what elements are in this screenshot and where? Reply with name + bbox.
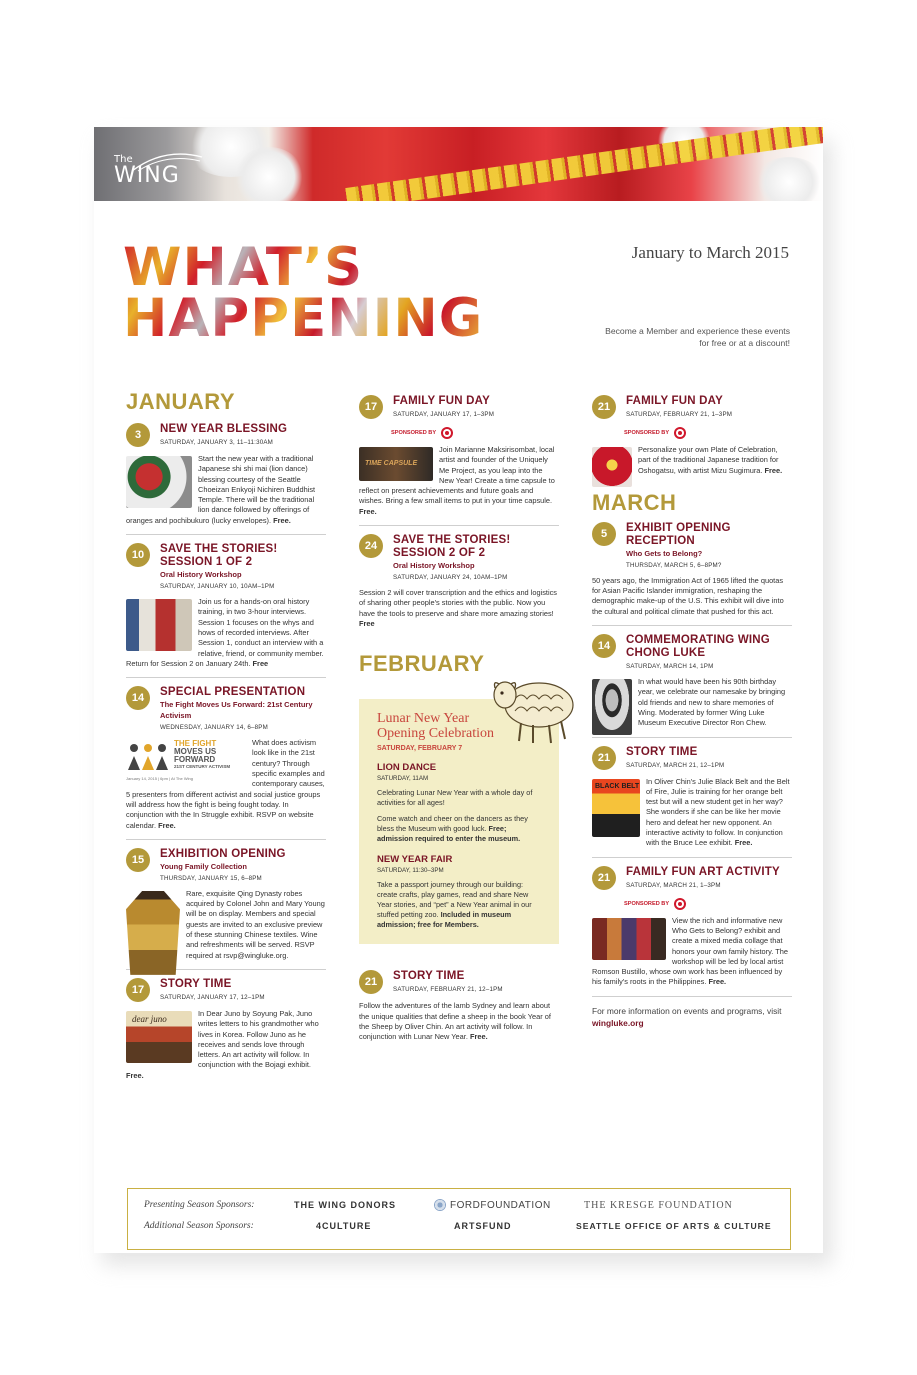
header-banner: [94, 127, 823, 201]
event-family-fun-art[interactable]: [592, 866, 792, 988]
event-title: EXHIBITION OPENING: [160, 847, 286, 860]
event-special-presentation[interactable]: [126, 686, 326, 831]
event-family-fun-day-feb[interactable]: [592, 395, 792, 476]
sponsored-by-label: SPONSORED BY: [391, 430, 437, 436]
event-description: Session 2 will cover transcription and the ethics and logistics of sharing other people's stories with the public. Now you have the tools to preserve and share more amazing stories!: [359, 588, 558, 618]
date-badge: 17: [359, 395, 383, 419]
lion-dance-description: [377, 814, 541, 844]
sheep-icon: [489, 669, 581, 747]
logo-line-4: 21ST CENTURY ACTIVISM: [174, 764, 231, 770]
event-subtitle: Oral History Workshop: [393, 561, 475, 571]
event-subtitle: Young Family Collection: [160, 861, 247, 871]
event-title: STORY TIME: [160, 977, 232, 990]
event-description: In Oliver Chin's Julie Black Belt and the Belt of Fire, Julie is training for her orange belt test but will a new student get in her way? She wonders if she can be like her movie hero and defeat her new opponent. An interactive activity to follow. In conjunction with the Bruce Lee exhibit.: [646, 776, 790, 848]
event-title: SAVE THE STORIES! SESSION 2 OF 2: [393, 534, 511, 560]
event-description: Personalize your own Plate of Celebration, part of the traditional Japanese tradition for Oshogatsu, with artist Mizu Sugimura.: [638, 445, 779, 475]
event-description: In what would have been his 90th birthday year, we celebrate our namesake by bringing old friends and new to share memories of Wing. Moderated by former Wing Luke Museum Executive Director Ron Chew.: [638, 677, 786, 728]
event-family-fun-day-jan[interactable]: [359, 395, 559, 517]
free-label: Free.: [469, 1032, 488, 1042]
event-description: View the rich and informative new Who Gets to Belong? exhibit and create a mixed media collage that honors your own family history. The workshop will be led by local artist Romson Bustillo, whose own work has been influenced by his family's roots in the Philippines.: [592, 915, 788, 987]
event-subtitle: The Fight Moves Us Forward: 21st Century Activism: [160, 700, 313, 721]
event-description: In Dear Juno by Soyung Pak, Juno writes letters to his grandmother who lives in Korea. Follow Juno as he receives and sends love through letters. An art activity will follow. In conjunction with the Bojagi exhibit.: [198, 1008, 319, 1070]
fair-admission-note: Included in museum admission; free for Members.: [377, 910, 512, 930]
presenting-label: Presenting Season Sponsors:: [144, 1200, 255, 1210]
sponsor-line: [624, 898, 792, 910]
column-middle: [359, 395, 559, 1042]
lny-date: SATURDAY, FEBRUARY 7: [377, 745, 463, 753]
logo-wing: WING: [114, 163, 180, 188]
presenting-sponsors-row: [144, 1199, 774, 1211]
event-new-year-blessing[interactable]: [126, 423, 326, 526]
free-label: Free.: [273, 515, 291, 525]
logo-line-5: January 14, 2015 | 6pm | At The Wing: [126, 776, 193, 782]
date-badge: 21: [592, 395, 616, 419]
event-date: SATURDAY, JANUARY 17, 12–1PM: [160, 993, 265, 1001]
event-title: SAVE THE STORIES! SESSION 1 OF 2: [160, 543, 278, 569]
date-badge: 21: [592, 866, 616, 890]
fur-texture: [234, 147, 304, 201]
ford-foundation-logo: [434, 1199, 584, 1211]
event-description: Follow the adventures of the lamb Sydney and learn about the unique qualities that define a sheep in the book Year of the Sheep by Oliver Chin. An art activity will follow. In conjunction with Lunar New Year.: [359, 1001, 551, 1042]
date-badge: 14: [592, 634, 616, 658]
event-subtitle: Who Gets to Belong?: [626, 548, 703, 558]
event-date: THURSDAY, MARCH 5, 6–8PM?: [626, 561, 722, 569]
logo-line-2: MOVES US: [174, 747, 217, 757]
lny-title: Lunar New Year Opening Celebration: [377, 711, 495, 742]
collage-image: [592, 918, 666, 960]
sponsor-line: [624, 427, 792, 439]
admission-note: Free; admission required to enter the museum.: [377, 824, 521, 844]
title-line-1: WHAT’S: [123, 237, 364, 298]
sponsors-box: [127, 1188, 791, 1250]
free-label: Free: [252, 658, 269, 668]
event-date: SATURDAY, JANUARY 24, 10AM–1PM: [393, 574, 508, 582]
event-description: What does activism look like in the 21st century? Through specific examples and contemporary causes, 5 presenters from different activist and social justice groups will address how the fight is being fought today. In conjunction with the In Struggle exhibit. RSVP on website calendar.: [126, 738, 325, 830]
month-heading: JANUARY: [126, 389, 236, 414]
fight-moves-logo: [126, 740, 246, 780]
target-logo-icon: [674, 898, 686, 910]
event-title: STORY TIME: [393, 970, 465, 983]
thumb-caption: TIME CAPSULE: [365, 460, 418, 467]
event-date: WEDNESDAY, JANUARY 14, 6–8PM: [160, 724, 268, 732]
event-description: Rare, exquisite Qing Dynasty robes acquired by Colonel John and Mary Young will be on display. Members and special guests are invited to an exclusive preview of these stunning Chinese textiles. Wine and refreshments will be served. RSVP required at rsvp@wingluke.org.: [186, 888, 325, 960]
date-badge: 24: [359, 534, 383, 558]
free-label: Free.: [734, 838, 753, 848]
logo-the: The: [114, 154, 133, 165]
sponsor-ford-foundation: FORDFOUNDATION: [450, 1199, 551, 1211]
additional-sponsors-row: [144, 1221, 774, 1231]
sponsored-by-label: SPONSORED BY: [624, 900, 670, 907]
divider: [126, 534, 326, 535]
wing-arc-icon: [124, 149, 204, 175]
book-title: BLACK BELT: [595, 782, 640, 790]
gold-ribbon: [345, 127, 823, 201]
event-date: SATURDAY, MARCH 21, 1–3PM: [626, 881, 721, 889]
event-title: COMMEMORATING WING CHONG LUKE: [626, 634, 770, 660]
event-exhibition-opening[interactable]: [126, 848, 326, 961]
event-story-time-jan[interactable]: [126, 978, 326, 1081]
target-logo-icon: [674, 427, 686, 439]
books-image: [126, 599, 192, 651]
logo-line-3: FORWARD: [174, 755, 216, 765]
target-logo-icon: [441, 427, 453, 439]
black-belt-book-image: [592, 779, 640, 837]
sponsored-by-label: SPONSORED BY: [624, 430, 670, 436]
sponsor-seattle-office: SEATTLE OFFICE OF ARTS & CULTURE: [576, 1221, 772, 1231]
event-subtitle: Oral History Workshop: [160, 570, 242, 580]
divider: [592, 737, 792, 738]
event-date: SATURDAY, JANUARY 10, 10AM–1PM: [160, 583, 275, 591]
title-line-2: HAPPENING: [123, 288, 484, 349]
event-date: SATURDAY, JANUARY 17, 1–3PM: [393, 411, 495, 418]
event-title: SPECIAL PRESENTATION: [160, 686, 306, 699]
date-badge: 21: [359, 970, 383, 994]
celebration-plate-image: [592, 447, 632, 487]
event-title: FAMILY FUN ART ACTIVITY: [626, 865, 780, 878]
book-title: dear juno: [132, 1013, 167, 1024]
divider: [592, 996, 792, 997]
qing-robe-image: [126, 891, 180, 975]
month-heading: FEBRUARY: [359, 651, 485, 677]
sponsor-4culture: 4CULTURE: [316, 1221, 372, 1231]
event-story-time-mar[interactable]: [592, 746, 792, 849]
sponsor-artsfund: ARTSFUND: [454, 1221, 512, 1231]
event-story-time-feb[interactable]: [359, 970, 559, 1042]
date-badge: 14: [126, 686, 150, 710]
dear-juno-book-image: [126, 1011, 192, 1063]
new-year-fair-time: SATURDAY, 11:30–3PM: [377, 867, 444, 875]
event-date: SATURDAY, FEBRUARY 21, 1–3PM: [626, 411, 733, 418]
event-date: THURSDAY, JANUARY 15, 6–8PM: [160, 874, 262, 882]
lny-intro: Celebrating Lunar New Year with a whole day of activities for all ages!: [377, 788, 533, 808]
sponsor-line: [391, 427, 559, 439]
fair-text: Take a passport journey through our building: create crafts, play games, read and share New Year stories, and “pet” a New Year animal in our stuffed petting zoo.: [377, 880, 532, 920]
new-year-fair-heading: NEW YEAR FAIR: [377, 854, 453, 866]
time-capsule-image: [359, 447, 433, 481]
date-badge: 3: [126, 423, 150, 447]
logo-line-1: THE FIGHT: [174, 739, 217, 749]
more-info-text: For more information on events and programs, visit: [592, 1005, 782, 1016]
date-badge: 5: [592, 522, 616, 546]
free-label: Free.: [359, 506, 377, 516]
event-commemorating-wing[interactable]: [592, 634, 792, 728]
member-note: Become a Member and experience these events for free or at a discount!: [605, 326, 790, 348]
date-badge: 17: [126, 978, 150, 1002]
lion-dance-heading: LION DANCE: [377, 762, 437, 774]
event-date: SATURDAY, FEBRUARY 21, 12–1PM: [393, 986, 503, 994]
portrait-image: [592, 679, 632, 735]
page-title: [123, 237, 484, 349]
divider: [126, 677, 326, 678]
wing-logo[interactable]: [114, 155, 180, 187]
fur-texture: [754, 157, 823, 201]
poster: [94, 127, 823, 1253]
event-description: 50 years ago, the Immigration Act of 1965 lifted the quotas for Asian Pacific Islander immigration, reshaping the demographic make-up of the U.S. This exhibit will dive into the cultural and political climate that pushed for this act.: [592, 575, 784, 616]
free-label: Free.: [764, 465, 783, 475]
new-year-fair-description: [377, 880, 541, 930]
event-date: SATURDAY, MARCH 14, 1PM: [626, 663, 714, 671]
date-badge: 15: [126, 848, 150, 872]
event-title: FAMILY FUN DAY: [393, 395, 490, 407]
free-label: Free.: [158, 820, 176, 830]
column-january: [126, 389, 326, 1081]
globe-icon: [434, 1199, 446, 1211]
free-label: Free.: [126, 1070, 144, 1080]
event-description: Join us for a hands-on oral history training, in two 3-hour interviews. Session 1 focuses on the whys and hows of recorded interviews. After Session 1, conduct an interview with a relative, friend, or community member. Return for Session 2 on January 24th.: [126, 597, 324, 668]
additional-label: Additional Season Sponsors:: [144, 1221, 254, 1231]
divider: [359, 525, 559, 526]
event-date: SATURDAY, MARCH 21, 12–1PM: [626, 761, 725, 769]
column-march: [592, 395, 792, 1029]
website-link[interactable]: wingluke.org: [592, 1017, 644, 1028]
divider: [592, 625, 792, 626]
people-icon: [126, 742, 170, 776]
event-save-stories-2[interactable]: [359, 534, 559, 629]
divider: [592, 857, 792, 858]
event-description: Start the new year with a traditional Japanese shi shi mai (lion dance) blessing courtesy of the Seattle Choeizan Enkyoji Nichiren Buddhist Temple. There will be the traditional lion dance followed by offerings of oranges and pochibukuro (lucky envelopes).: [126, 454, 316, 525]
event-description: Join Marianne Maksirisombat, local artist and founder of the Uniquely Me Project, as you leap into the New Year! Create a time capsule to reflect on present achievements and future goals and wishes. Bring a few small items to put in your time capsule.: [359, 445, 555, 506]
more-info: [592, 1005, 792, 1029]
date-badge: 10: [126, 543, 150, 567]
event-exhibit-opening-reception[interactable]: [592, 522, 792, 617]
lion-dance-text: Come watch and cheer on the dancers as they bless the Museum with good luck.: [377, 814, 528, 834]
event-title: STORY TIME: [626, 745, 698, 758]
event-title: FAMILY FUN DAY: [626, 395, 723, 407]
lunar-new-year-box[interactable]: [359, 699, 559, 944]
free-label: Free: [359, 618, 375, 628]
month-heading: MARCH: [592, 489, 677, 515]
event-title: NEW YEAR BLESSING: [160, 423, 288, 435]
sponsor-kresge: THE KRESGE FOUNDATION: [584, 1199, 733, 1211]
event-title: EXHIBIT OPENING RECEPTION: [626, 521, 731, 547]
sponsor-wing-donors: THE WING DONORS: [294, 1200, 396, 1210]
date-badge: 21: [592, 746, 616, 770]
free-label: Free.: [708, 977, 727, 987]
divider: [126, 839, 326, 840]
lion-dance-time: SATURDAY, 11AM: [377, 775, 429, 783]
event-save-stories-1[interactable]: [126, 543, 326, 669]
date-range: January to March 2015: [631, 243, 789, 262]
event-date: SATURDAY, JANUARY 3, 11–11:30AM: [160, 439, 274, 446]
lion-dance-image: [126, 456, 192, 508]
